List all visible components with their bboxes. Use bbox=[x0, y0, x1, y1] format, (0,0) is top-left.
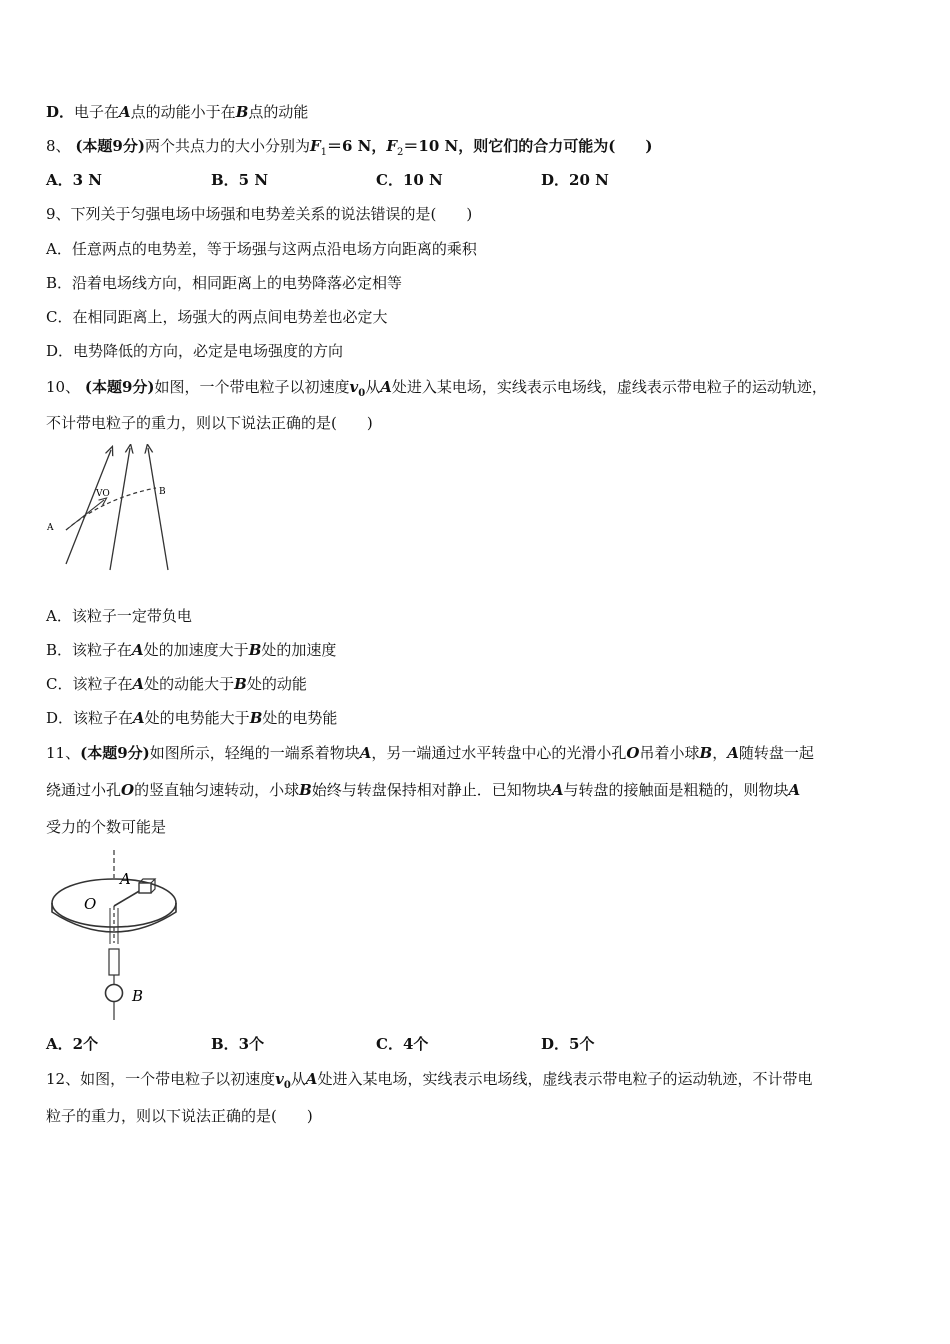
text: 处的电势能大于 bbox=[144, 709, 250, 727]
label-a: A bbox=[120, 870, 131, 888]
q10-stem-line1 bbox=[46, 376, 827, 405]
label-b: B bbox=[132, 987, 144, 1005]
variable: F bbox=[386, 137, 398, 155]
question-number: 10、 bbox=[46, 378, 81, 396]
q11-option-d: D．5个 bbox=[541, 1035, 595, 1053]
ball-b bbox=[106, 985, 123, 1002]
text: 如图，一个带电粒子以初速度 bbox=[154, 378, 350, 396]
text: 电子在 bbox=[74, 103, 120, 121]
velocity-arrow bbox=[66, 500, 104, 530]
variable: v bbox=[349, 378, 359, 396]
text: 吊着小球 bbox=[639, 744, 700, 762]
q12-stem-line1 bbox=[46, 1068, 812, 1097]
trajectory bbox=[66, 488, 156, 530]
q7-option-d bbox=[46, 101, 308, 123]
subscript: 2 bbox=[397, 147, 404, 158]
text: ＝10 N，则它们的合力可能为( ) bbox=[403, 137, 653, 155]
q8-stem bbox=[46, 135, 652, 164]
text: 随转盘一起 bbox=[738, 744, 814, 762]
q10-option-c bbox=[46, 673, 307, 695]
text: 点的动能小于在 bbox=[130, 103, 236, 121]
q11-option-a: A．2个 bbox=[46, 1035, 99, 1053]
text: 处的加速度 bbox=[261, 641, 337, 659]
variable: B bbox=[249, 709, 263, 727]
text: ， bbox=[712, 744, 728, 762]
variable: A bbox=[132, 675, 145, 693]
text: 两个共点力的大小分别为 bbox=[144, 137, 310, 155]
block-a bbox=[139, 883, 151, 893]
variable: A bbox=[788, 781, 801, 799]
text: 绕通过小孔 bbox=[46, 781, 122, 799]
variable: O bbox=[626, 744, 640, 762]
q8-option-a: A．3 N bbox=[46, 171, 103, 189]
subscript: 1 bbox=[320, 147, 328, 158]
text: 与转盘的接触面是粗糙的，则物块 bbox=[563, 781, 789, 799]
variable: B bbox=[234, 675, 247, 693]
field-line bbox=[110, 448, 130, 570]
variable: A bbox=[132, 641, 144, 659]
field-line bbox=[148, 448, 168, 570]
q11-option-c: C．4个 bbox=[376, 1035, 429, 1053]
variable: O bbox=[121, 781, 135, 799]
q12-stem-line2: 粒子的重力，则以下说法正确的是( ) bbox=[46, 1107, 313, 1125]
q10-field-figure bbox=[44, 444, 184, 574]
q9-option-b: B．沿着电场线方向，相同距离上的电势降落必定相等 bbox=[46, 274, 403, 292]
q8-option-d: D．20 N bbox=[541, 171, 609, 189]
q9-option-c: C．在相同距离上，场强大的两点间电势差也必定大 bbox=[46, 308, 388, 326]
score-tag: (本题9分) bbox=[75, 137, 145, 155]
text: 处的动能大于 bbox=[144, 675, 235, 693]
q9-option-a: A．任意两点的电势差，等于场强与这两点沿电场方向距离的乘积 bbox=[46, 240, 477, 258]
text: 处进入某电场，实线表示电场线，虚线表示带电粒子的运动轨迹， bbox=[391, 378, 827, 396]
q10-option-d bbox=[46, 707, 337, 729]
question-number: 11、 bbox=[46, 744, 81, 762]
text: 的竖直轴匀速转动，小球 bbox=[134, 781, 300, 799]
text: 12、如图，一个带电粒子以初速度 bbox=[46, 1070, 276, 1088]
variable: A bbox=[380, 378, 392, 396]
variable: B bbox=[235, 103, 249, 121]
text: C．该粒子在 bbox=[46, 675, 133, 693]
variable: A bbox=[305, 1070, 318, 1088]
string-weight bbox=[109, 949, 119, 975]
variable: A bbox=[133, 709, 145, 727]
text: 从 bbox=[290, 1070, 306, 1088]
variable: F bbox=[309, 137, 321, 155]
variable: A bbox=[119, 103, 131, 121]
label-v0: VO bbox=[96, 489, 110, 499]
q10-option-a: A．该粒子一定带负电 bbox=[46, 607, 192, 625]
subscript: 0 bbox=[283, 1080, 291, 1091]
variable: A bbox=[727, 744, 739, 762]
text: 始终与转盘保持相对静止．已知物块 bbox=[311, 781, 552, 799]
text: B．该粒子在 bbox=[46, 641, 133, 659]
text: 如图所示，轻绳的一端系着物块 bbox=[149, 744, 360, 762]
text: 处的电势能 bbox=[262, 709, 338, 727]
q11-stem-line2 bbox=[46, 779, 800, 801]
q11-option-b: B．3个 bbox=[211, 1035, 265, 1053]
field-line bbox=[66, 450, 111, 564]
label-o: O bbox=[84, 895, 97, 913]
variable: v bbox=[275, 1070, 284, 1088]
q8-option-b: B．5 N bbox=[211, 171, 269, 189]
score-tag: (本题9分) bbox=[80, 744, 150, 762]
q10-stem-line2: 不计带电粒子的重力，则以下说法正确的是( ) bbox=[46, 414, 373, 432]
variable: B bbox=[699, 744, 713, 762]
text: 从 bbox=[365, 378, 381, 396]
q10-option-b bbox=[46, 639, 336, 661]
option-label: D． bbox=[46, 103, 75, 121]
q9-stem: 9、下列关于匀强电场中场强和电势差关系的说法错误的是( ) bbox=[46, 205, 473, 223]
question-number: 8、 bbox=[46, 137, 71, 155]
q8-option-c: C．10 N bbox=[376, 171, 443, 189]
q11-turntable-figure bbox=[44, 848, 184, 1024]
text: 处的加速度大于 bbox=[143, 641, 249, 659]
subscript: 0 bbox=[358, 388, 366, 399]
label-a: A bbox=[47, 523, 54, 533]
q11-stem-line1 bbox=[46, 742, 814, 764]
text: ，另一端通过水平转盘中心的光滑小孔 bbox=[371, 744, 627, 762]
text: 点的动能 bbox=[248, 103, 309, 121]
score-tag: (本题9分) bbox=[84, 378, 155, 396]
turntable-top bbox=[52, 879, 176, 927]
label-b: B bbox=[159, 487, 166, 497]
variable: A bbox=[551, 781, 564, 799]
text: 处进入某电场，实线表示电场线，虚线表示带电粒子的运动轨迹，不计带电 bbox=[317, 1070, 813, 1088]
variable: B bbox=[299, 781, 312, 799]
text: 处的动能 bbox=[246, 675, 307, 693]
variable: A bbox=[359, 744, 372, 762]
text: ＝6 N， bbox=[327, 137, 387, 155]
q9-option-d: D．电势降低的方向，必定是电场强度的方向 bbox=[46, 342, 344, 360]
q11-stem-line3: 受力的个数可能是 bbox=[46, 818, 167, 836]
variable: B bbox=[248, 641, 262, 659]
text: D．该粒子在 bbox=[46, 709, 134, 727]
